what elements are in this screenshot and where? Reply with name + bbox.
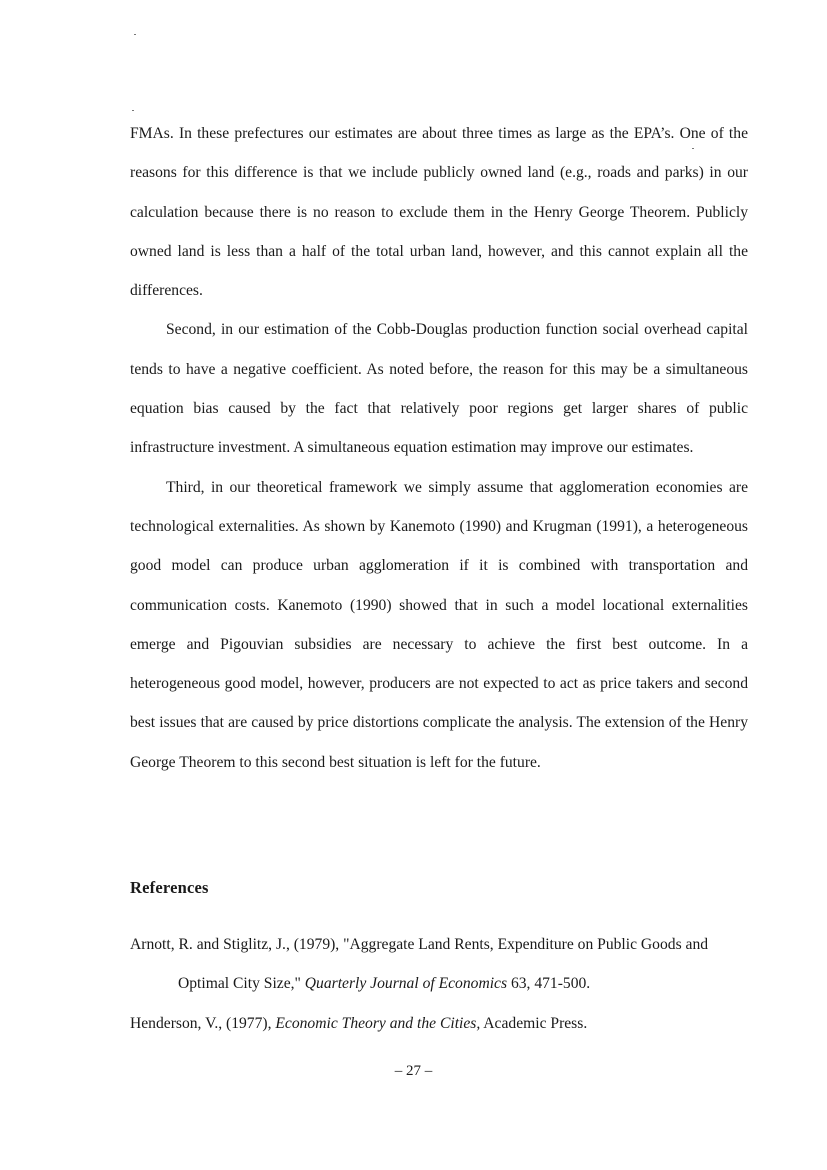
book-title: Economic Theory and the Cities, bbox=[275, 1014, 481, 1032]
paragraph-1: FMAs. In these prefectures our estimates are about three times as large as the EPA’s. One of the reasons for this difference is that we include publicly owned land (e.g., roads and parks) in our calculation because there is no reason to exclude them in the Henry George Theorem. Publicly owned land is less than a half of the total urban land, however, and this cannot explain all the differences. bbox=[130, 125, 748, 300]
page-number: – 27 – bbox=[394, 1063, 433, 1079]
scan-speck bbox=[134, 34, 136, 35]
reference-text: Academic Press. bbox=[480, 1014, 588, 1032]
reference-text: Henderson, V., (1977), bbox=[130, 1014, 276, 1032]
paragraph-3: Third, in our theoretical framework we simply assume that agglomeration economies are technological externalities. As shown by Kanemoto (1990) and Krugman (1991), a heterogeneous good model can produce urban agglomeration if it is combined with transportation and communication costs. Kanemoto (1990) showed that in such a model locational externalities emerge and Pigouvian subsidies are necessary to achieve the first best outcome. In a heterogeneous good model, however, producers are not expected to act as price takers and second best issues that are caused by price distortions complicate the analysis. The extension of the Henry George Theorem to this second best situation is left for the future. bbox=[130, 478, 748, 771]
journal-title: Quarterly Journal of Economics bbox=[304, 975, 508, 993]
reference-text: Arnott, R. and Stiglitz, J., (1979), "Aggregate Land Rents, Expenditure on Public Goods and Optimal City Size," bbox=[130, 936, 709, 993]
reference-item bbox=[130, 925, 750, 1004]
references-heading: References bbox=[130, 878, 209, 897]
references-list bbox=[130, 925, 750, 1043]
paragraph-2: Second, in our estimation of the Cobb-Douglas production function social overhead capital tends to have a negative coefficient. As noted before, the reason for this may be a simultaneous equation bias caused by the fact that relatively poor regions get larger shares of public infrastructure investment. A simultaneous equation estimation may improve our estimates. bbox=[130, 321, 748, 457]
scan-speck bbox=[132, 110, 134, 111]
reference-text: 63, 471-500. bbox=[507, 975, 591, 993]
body-text bbox=[130, 114, 748, 782]
reference-item bbox=[130, 1004, 750, 1043]
